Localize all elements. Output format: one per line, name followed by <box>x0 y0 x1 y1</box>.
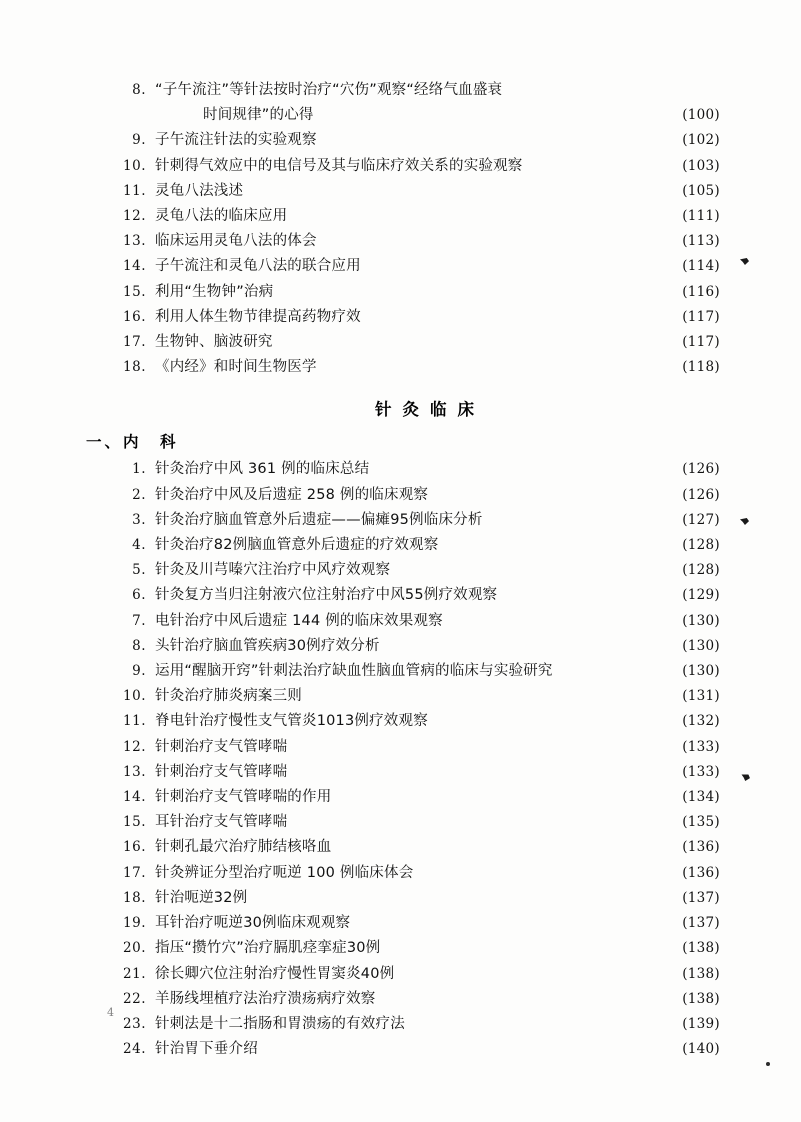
toc-entry-number: 15. <box>123 283 146 300</box>
toc-entry-number: 10. <box>123 157 146 174</box>
toc-entry[interactable] <box>100 835 720 860</box>
dot-leader <box>260 1039 680 1053</box>
toc-entry-number: 4. <box>132 537 146 554</box>
toc-entry[interactable] <box>100 179 720 204</box>
dot-leader <box>319 231 680 245</box>
toc-entry-number: 9. <box>132 663 146 680</box>
toc-entry-title: 针灸治疗中风 361 例的临床总结 <box>155 461 370 478</box>
dot-leader <box>382 938 680 952</box>
section-heading: 针灸临床 <box>375 400 485 420</box>
toc-entry-number: 12. <box>123 208 146 225</box>
toc-entry[interactable] <box>100 305 720 330</box>
toc-entry-number: 13. <box>123 233 146 250</box>
toc-entry[interactable] <box>100 684 720 709</box>
toc-entry-page: (126) <box>682 461 720 478</box>
toc-entry[interactable] <box>100 1012 720 1037</box>
toc-entry-number: 10. <box>123 688 146 705</box>
toc-entry-page: (132) <box>682 713 720 730</box>
toc-entry-page: (137) <box>682 889 720 906</box>
dot-leader <box>333 837 680 851</box>
toc-entry-number: 19. <box>123 915 146 932</box>
toc-entry-page: (131) <box>682 688 720 705</box>
toc-entry-number: 6. <box>132 587 146 604</box>
toc-entry[interactable] <box>100 533 720 558</box>
toc-entry-page: (129) <box>682 587 720 604</box>
toc-entry-page: (103) <box>682 157 720 174</box>
toc-entry-title: 《内经》和时间生物医学 <box>155 359 317 376</box>
toc-entry-number: 18. <box>123 359 146 376</box>
toc-entry-number: 5. <box>132 562 146 579</box>
toc-entry-number: 11. <box>123 182 146 199</box>
toc-entry[interactable] <box>100 583 720 608</box>
dot-leader <box>371 459 680 473</box>
toc-entry-page: (116) <box>682 283 720 300</box>
toc-entry-page: (135) <box>682 814 720 831</box>
toc-entry-number: 12. <box>123 738 146 755</box>
dot-leader <box>430 711 680 725</box>
dot-leader <box>407 1014 680 1028</box>
group-heading: 一、内 科 <box>86 433 179 452</box>
dot-leader <box>430 485 680 499</box>
toc-entry-number: 3. <box>132 511 146 528</box>
toc-entry[interactable] <box>100 558 720 583</box>
toc-entry[interactable] <box>100 785 720 810</box>
toc-entry-title: 利用“生物钟”治病 <box>155 283 274 300</box>
toc-entry-number: 2. <box>132 486 146 503</box>
toc-entry[interactable] <box>100 936 720 961</box>
toc-entry-title: 针灸辨证分型治疗呃逆 100 例临床体会 <box>155 864 414 881</box>
toc-entry[interactable] <box>100 154 720 179</box>
toc-entry-page: (139) <box>682 1015 720 1032</box>
toc-entry[interactable] <box>100 78 720 103</box>
dot-leader <box>378 989 681 1003</box>
dot-leader <box>333 787 680 801</box>
toc-entry-number: 17. <box>123 334 146 351</box>
toc-content <box>86 78 720 1062</box>
toc-entry-number: 7. <box>132 612 146 629</box>
dot-leader <box>319 130 680 144</box>
toc-entry-title: 针刺孔最穴治疗肺结核咯血 <box>155 839 332 856</box>
dot-leader <box>289 812 680 826</box>
toc-entry[interactable] <box>100 128 720 153</box>
toc-entry[interactable] <box>100 204 720 229</box>
toc-entry-title: 针治呃逆32例 <box>155 889 248 906</box>
toc-entry-number: 1. <box>132 461 146 478</box>
toc-entry-number: 18. <box>123 889 146 906</box>
toc-entry[interactable] <box>100 634 720 659</box>
toc-entry[interactable] <box>100 659 720 684</box>
dot-leader <box>363 307 680 321</box>
toc-entry[interactable] <box>100 457 720 482</box>
toc-entry-page: (111) <box>682 208 720 225</box>
toc-entry-title: 针灸治疗肺炎病案三则 <box>155 688 302 705</box>
toc-entry[interactable] <box>100 330 720 355</box>
toc-entry-page: (134) <box>682 789 720 806</box>
dot-leader <box>382 636 681 650</box>
toc-entry-page: (140) <box>682 1041 720 1058</box>
toc-entry-title: 针治胃下垂介绍 <box>155 1041 258 1058</box>
toc-entry-page: (137) <box>682 915 720 932</box>
dot-leader <box>275 332 681 346</box>
dot-leader <box>245 181 680 195</box>
toc-entry[interactable] <box>100 483 720 508</box>
toc-entry-page: (102) <box>682 132 720 149</box>
toc-entry-number: 17. <box>123 864 146 881</box>
toc-entry[interactable] <box>100 810 720 835</box>
toc-entry[interactable] <box>100 254 720 279</box>
toc-entry-title: 耳针治疗呃逆30例临床观观察 <box>155 915 351 932</box>
toc-entry-title: 生物钟、脑波研究 <box>155 334 273 351</box>
toc-entry-page: (114) <box>682 258 720 275</box>
toc-entry-number: 13. <box>123 763 146 780</box>
toc-entry-title: 针刺治疗支气管哮喘的作用 <box>155 789 332 806</box>
toc-entry-number: 8. <box>132 82 146 98</box>
toc-entry-number: 14. <box>123 258 146 275</box>
toc-entry-page: (138) <box>682 940 720 957</box>
toc-entry-number: 16. <box>123 839 146 856</box>
toc-entry-title: 脊电针治疗慢性支气管炎1013例疗效观察 <box>155 713 428 730</box>
toc-entry-title: 临床运用灵龟八法的体会 <box>155 233 317 250</box>
toc-entry-number: 11. <box>123 713 146 730</box>
toc-entry-title: 头针治疗脑血管疾病30例疗效分析 <box>155 637 380 654</box>
toc-entry-title: 子午流注针法的实验观察 <box>155 132 317 149</box>
toc-entry-title: 羊肠线埋植疗法治疗溃疡病疗效察 <box>155 990 376 1007</box>
toc-entry-page: (126) <box>682 486 720 503</box>
dot-leader <box>319 357 680 371</box>
scan-artifact-speck <box>740 773 750 782</box>
toc-list-clinical <box>100 457 720 1062</box>
toc-entry-page: (136) <box>682 864 720 881</box>
toc-entry-title: 针灸治疗中风及后遗症 258 例的临床观察 <box>155 486 429 503</box>
dot-leader <box>289 206 680 220</box>
dot-leader <box>275 282 680 296</box>
toc-entry-page: (136) <box>682 839 720 856</box>
toc-entry-title: 针刺法是十二指肠和胃溃疡的有效疗法 <box>155 1015 405 1032</box>
toc-entry-number: 23. <box>123 1015 146 1032</box>
dot-leader <box>525 156 681 170</box>
toc-entry-title: 针刺得气效应中的电信号及其与临床疗效关系的实验观察 <box>155 157 523 174</box>
dot-leader <box>289 762 680 776</box>
toc-entry-title: “子午流注”等针法按时治疗“穴伤”观察“经络气血盛衰 <box>155 82 503 98</box>
toc-entry-page: (113) <box>682 233 720 250</box>
dot-leader <box>396 964 680 978</box>
toc-entry[interactable] <box>100 355 720 380</box>
toc-entry-page: (130) <box>682 663 720 680</box>
toc-entry-page: (133) <box>682 763 720 780</box>
toc-entry-title: 灵龟八法浅述 <box>155 182 244 199</box>
toc-entry-page: (133) <box>682 738 720 755</box>
toc-entry-title: 徐长卿穴位注射治疗慢性胃窦炎40例 <box>155 965 395 982</box>
toc-entry-number: 14. <box>123 789 146 806</box>
toc-entry-page: (138) <box>682 990 720 1007</box>
toc-entry-number: 22. <box>123 990 146 1007</box>
dot-leader <box>316 105 681 119</box>
toc-entry[interactable] <box>100 508 720 533</box>
page-folio: 4 <box>107 1006 114 1019</box>
toc-entry-number: 9. <box>132 132 146 149</box>
toc-entry-title: 针灸复方当归注射液穴位注射治疗中风55例疗效观察 <box>155 587 498 604</box>
toc-entry-title: 指压“攒竹穴”治疗膈肌痉挛症30例 <box>155 940 381 957</box>
scan-artifact-speck <box>740 518 749 525</box>
toc-entry[interactable] <box>100 760 720 785</box>
toc-entry[interactable] <box>100 280 720 305</box>
dot-leader <box>352 913 680 927</box>
toc-entry-number: 20. <box>123 940 146 957</box>
toc-entry-page: (117) <box>682 308 720 325</box>
toc-entry-title: 针灸治疗82例脑血管意外后遗症的疗效观察 <box>155 537 439 554</box>
scan-artifact-speck <box>740 258 749 265</box>
dot-leader <box>445 611 680 625</box>
toc-entry-number: 16. <box>123 308 146 325</box>
toc-entry-title: 针灸治疗脑血管意外后遗症——偏瘫95例临床分析 <box>155 511 483 528</box>
scan-artifact-speck <box>766 1062 770 1066</box>
toc-entry-page: (128) <box>682 537 720 554</box>
dot-leader <box>415 863 680 877</box>
dot-leader <box>392 560 680 574</box>
toc-entry[interactable] <box>100 911 720 936</box>
toc-entry-title: 针灸及川芎嗪穴注治疗中风疗效观察 <box>155 562 391 579</box>
dot-leader <box>249 888 680 902</box>
toc-entry-page: (118) <box>682 359 720 376</box>
toc-entry-title: 针刺治疗支气管哮喘 <box>155 763 288 780</box>
toc-entry-page: (117) <box>682 334 720 351</box>
toc-entry[interactable] <box>100 987 720 1012</box>
toc-entry-number: 8. <box>132 637 146 654</box>
toc-entry-title: 灵龟八法的临床应用 <box>155 208 288 225</box>
dot-leader <box>485 510 681 524</box>
dot-leader <box>289 737 680 751</box>
toc-entry[interactable] <box>100 1037 720 1062</box>
dot-leader <box>363 256 680 270</box>
toc-entry-page: (105) <box>682 182 720 199</box>
toc-entry-title: 运用“醒脑开窍”针刺法治疗缺血性脑血管病的临床与实验研究 <box>155 663 553 680</box>
toc-entry-number: 24. <box>123 1041 146 1058</box>
toc-entry[interactable] <box>100 962 720 987</box>
toc-entry[interactable] <box>100 609 720 634</box>
toc-entry-page: (128) <box>682 562 720 579</box>
toc-entry-title: 针刺治疗支气管哮喘 <box>155 738 288 755</box>
toc-entry-title-wrap: 时间规律”的心得 <box>203 107 314 124</box>
toc-entry-continuation[interactable] <box>100 103 720 128</box>
toc-entry-number: 21. <box>123 965 146 982</box>
toc-entry-page: (130) <box>682 612 720 629</box>
dot-leader <box>555 661 681 675</box>
toc-entry[interactable] <box>100 709 720 734</box>
toc-entry-page: (100) <box>682 107 720 124</box>
toc-entry-page: (130) <box>682 637 720 654</box>
toc-entry[interactable] <box>100 735 720 760</box>
dot-leader <box>304 686 680 700</box>
toc-entry-title: 子午流注和灵龟八法的联合应用 <box>155 258 361 275</box>
toc-entry[interactable] <box>100 861 720 886</box>
dot-leader <box>499 585 680 599</box>
toc-entry-title: 耳针治疗支气管哮喘 <box>155 814 288 831</box>
toc-entry-title: 利用人体生物节律提高药物疗效 <box>155 308 361 325</box>
toc-list-continued <box>100 78 720 380</box>
toc-entry-number: 15. <box>123 814 146 831</box>
toc-entry-title: 电针治疗中风后遗症 144 例的临床效果观察 <box>155 612 443 629</box>
dot-leader <box>440 535 680 549</box>
toc-entry-page: (127) <box>682 511 720 528</box>
toc-entry[interactable] <box>100 229 720 254</box>
toc-entry[interactable] <box>100 886 720 911</box>
toc-entry-page: (138) <box>682 965 720 982</box>
